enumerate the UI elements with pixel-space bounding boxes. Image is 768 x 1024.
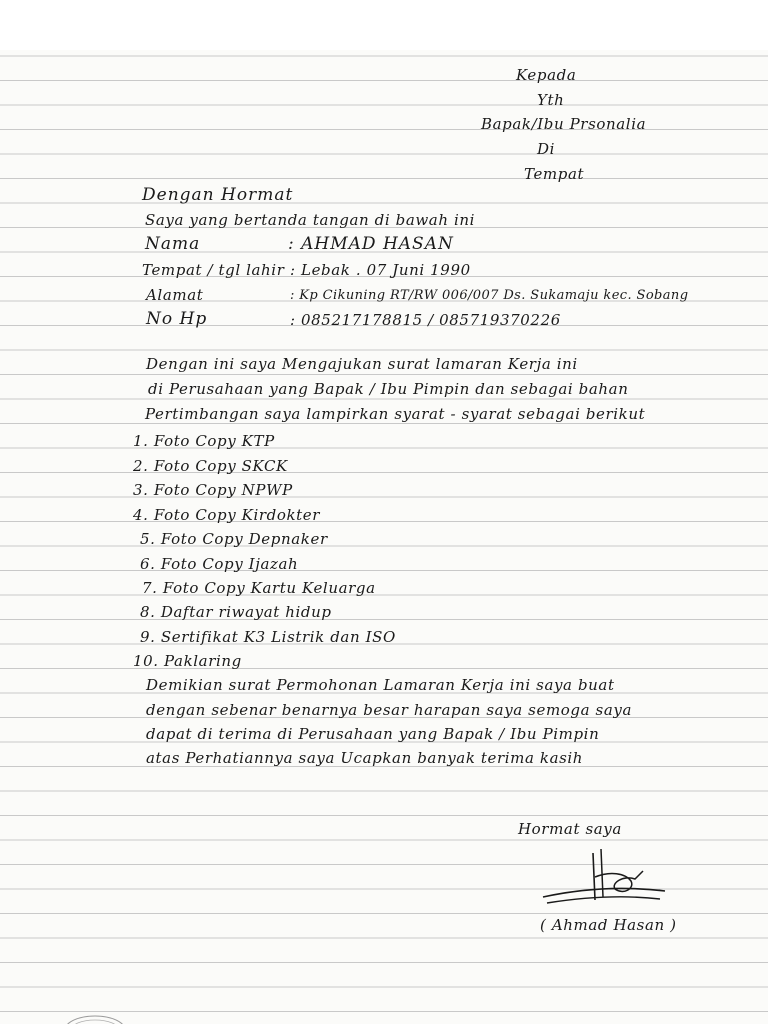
name-value: : AHMAD HASAN [288, 234, 454, 254]
attachment-item: 10. Paklaring [133, 652, 242, 670]
address-recipient: Bapak/Ibu Prsonalia [481, 115, 647, 133]
address-value: : Kp Cikuning RT/RW 006/007 Ds. Sukamaju kec. Sobang [290, 288, 689, 303]
body-line-3: Pertimbangan saya lampirkan syarat - syarat sebagai berikut [145, 405, 646, 423]
stamp-mark [60, 1008, 130, 1024]
closing-line-1: Demikian surat Permohonan Lamaran Kerja ini saya buat [146, 676, 615, 694]
body-line-1: Dengan ini saya Mengajukan surat lamaran Kerja ini [146, 355, 578, 373]
phone-value: : 085217178815 / 085719370226 [290, 311, 561, 329]
closing-line-3: dapat di terima di Perusahaan yang Bapak / Ibu Pimpin [146, 725, 600, 743]
phone-label: No Hp [146, 309, 208, 329]
attachment-item: 5. Foto Copy Depnaker [140, 530, 328, 548]
regards-text: Hormat saya [518, 820, 622, 838]
attachment-item: 2. Foto Copy SKCK [133, 457, 288, 475]
closing-line-2: dengan sebenar benarnya besar harapan saya semoga saya [146, 701, 632, 719]
attachment-item: 9. Sertifikat K3 Listrik dan ISO [140, 628, 396, 646]
address-label: Alamat [146, 286, 204, 304]
address-kepada: Kepada [516, 66, 577, 84]
page-top-margin [0, 0, 768, 50]
birth-label: Tempat / tgl lahir [142, 261, 285, 279]
address-yth: Yth [537, 91, 565, 109]
address-di: Di [537, 140, 556, 158]
body-line-2: di Perusahaan yang Bapak / Ibu Pimpin dan sebagai bahan [148, 380, 629, 398]
attachment-item: 7. Foto Copy Kartu Keluarga [142, 579, 376, 597]
closing-line-4: atas Perhatiannya saya Ucapkan banyak terima kasih [146, 749, 584, 767]
attachment-item: 6. Foto Copy Ijazah [140, 555, 299, 573]
birth-value: : Lebak . 07 Juni 1990 [290, 261, 471, 279]
attachment-item: 1. Foto Copy KTP [133, 432, 275, 450]
address-tempat: Tempat [524, 165, 585, 183]
attachment-item: 4. Foto Copy Kirdokter [133, 506, 321, 524]
intro-line: Saya yang bertanda tangan di bawah ini [145, 211, 476, 229]
signer-name: ( Ahmad Hasan ) [540, 916, 677, 934]
greeting: Dengan Hormat [142, 185, 294, 205]
name-label: Nama [145, 234, 201, 254]
attachment-item: 3. Foto Copy NPWP [133, 481, 293, 499]
attachment-item: 8. Daftar riwayat hidup [140, 603, 332, 621]
handwritten-signature [535, 845, 675, 915]
